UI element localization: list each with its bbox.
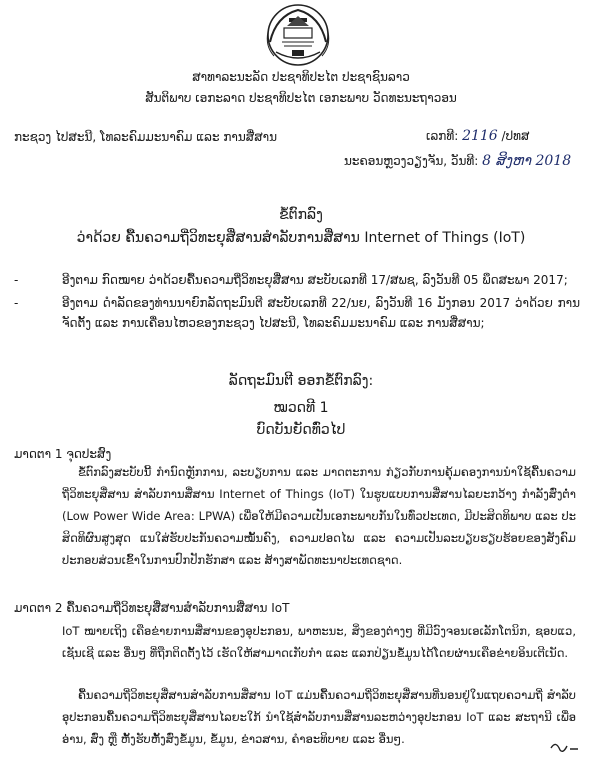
document-subject: ວ່າດ້ວຍ ຄື້ນຄວາມຖີ່ວິທະຍຸສື່ສານສຳລັບການສື່ສານ Internet of Things (IoT) (76, 230, 526, 246)
article-heading: ມາດຕາ 1 ຈຸດປະສົງ (14, 447, 112, 461)
place-date (344, 153, 571, 169)
reference-label: ເລກທີ: (426, 129, 459, 143)
place-date-label: ນະຄອນຫຼວງວຽງຈັນ, ວັນທີ: (344, 154, 479, 168)
chapter-name: ບົດບັນຍັດທົ່ວໄປ (256, 422, 346, 438)
reference-dash: - (14, 296, 19, 310)
chapter-number: ໝວດທີ 1 (273, 400, 329, 416)
header-line-1: ສາທາລະນະລັດ ປະຊາທິປະໄຕ ປະຊາຊົນລາວ (192, 70, 410, 84)
national-emblem-icon (262, 2, 334, 68)
reference-item (14, 293, 580, 333)
article-paragraph: IoT ໝາຍເຖິງ ເຄືອຂ່າຍການສື່ສານຂອງອຸປະກອນ, ພາຫະນະ, ສິ່ງຂອງຕ່າງໆ ທີ່ມີວົງຈອນເອເລັກໂຕນິກ, ຊອບແວ, ເຊັນເຊີ ແລະ ອື່ນໆ ທີ່ຖືກຕິດຕັ້ງໄວ້ ເຮັດໃຫ້ສາມາດເກັບກຳ ແລະ ແລກປ່ຽນຂໍ້ມູນໄດ້ໂດຍຜ່ານເຄືອຂ່າຍອິນເຕີເນັດ. (62, 624, 576, 660)
reference-number-handwritten: 2116 (462, 128, 498, 144)
header-line-2: ສັນຕິພາບ ເອກະລາດ ປະຊາທິປະໄຕ ເອກະພາບ ວັດທະນະຖາວອນ (145, 91, 457, 105)
article-heading: ມາດຕາ 2 ຄື້ນຄວາມຖີ່ວິທະຍຸສື່ສານສຳລັບການສື່ສານ IoT (14, 601, 290, 615)
date-handwritten: 8 ສິງຫາ 2018 (482, 153, 572, 169)
reference-suffix: /ປທສ (501, 129, 530, 143)
article-paragraph: ຂໍ້ຕົກລົງສະບັບນີ້ ກຳນົດຫຼັກການ, ລະບຽບການ ແລະ ມາດຕະການ ກ່ຽວກັບການຄຸ້ມຄອງການນຳໃຊ້ຄື້ນຄວາມຖີ່ວິທະຍຸສື່ສານ ສຳລັບການສື່ສານ Internet of Things (IoT) ໃນຮູບແບບການສື່ສານໄລຍະກວ້າງ ກຳລັງສົ່ງຕ່ຳ (Low Power Wide Area: LPWA) ເພື່ອໃຫ້ມີຄວາມເປັນເອກະພາບກັນໃນທົ່ວປະເທດ, ມີປະສິດທິພາບ ແລະ ປະສິດທິຜົນສູງສຸດ ແນໃສ່ຮັບປະກັນຄວາມໝັ້ນຄົງ, ຄວາມປອດໄພ ແລະ ຄວາມເປັນລະບຽບຮຽບຮ້ອຍຂອງສັງຄົມ ປະກອບສ່ວນເຂົ້າໃນການປົກປັກຮັກສາ ແລະ ສ້າງສາພັດທະນາປະເທດຊາດ. (62, 465, 576, 567)
reference-text: ອີງຕາມ ດຳລັດຂອງທ່ານນາຍົກລັດຖະມົນຕີ ສະບັບເລກທີ 22/ນຍ, ລົງວັນທີ 16 ມັງກອນ 2017 ວ່າດ້ວຍ ການຈັດຕັ້ງ ແລະ ການເຄື່ອນໄຫວຂອງກະຊວງ ໄປສະນີ, ໂທລະຄົມມະນາຄົມ ແລະ ການສື່ສານ; (62, 296, 580, 330)
document-type: ຂໍ້ຕົກລົງ (279, 207, 323, 223)
decree-line: ລັດຖະມົນຕີ ອອກຂໍ້ຕົກລົງ: (228, 373, 374, 389)
article-paragraph: ຄື້ນຄວາມຖີ່ວິທະຍຸສື່ສານສຳລັບການສື່ສານ IoT ແມ່ນຄື້ນຄວາມຖີ່ວິທະຍຸສື່ສານທີ່ນອນຢູ່ໃນແຖບຄວາມຖີ່ ສຳລັບອຸປະກອນຄື້ນຄວາມຖີ່ວິທະຍຸສື່ສານໄລຍະໃກ້ ນຳໃຊ້ສຳລັບການສື່ສານລະຫວ່າງອຸປະກອນ IoT ແລະ ສະຖານີ ເພື່ອອ່ານ, ສົ່ງ ຫຼື ຫັ້ງຮັບຫັ້ງສົ່ງຂໍ້ມູນ, ຂໍ້ມູນ, ຂ່າວສານ, ຄຳອະທິບາຍ ແລະ ອື່ນໆ. (62, 688, 576, 746)
reference-text: ອີງຕາມ ກົດໝາຍ ວ່າດ້ວຍຄື້ນຄວາມຖີ່ວິທະຍຸສື່ສານ ສະບັບເລກທີ 17/ສພຊ, ລົງວັນທີ 05 ພຶດສະພາ 2017; (62, 273, 568, 287)
initials-signature (548, 738, 584, 756)
reference-item (14, 270, 580, 290)
reference-dash: - (14, 273, 19, 287)
ministry-name: ກະຊວງ ໄປສະນີ, ໂທລະຄົມມະນາຄົມ ແລະ ການສື່ສານ (14, 130, 278, 144)
reference-number (426, 128, 529, 144)
